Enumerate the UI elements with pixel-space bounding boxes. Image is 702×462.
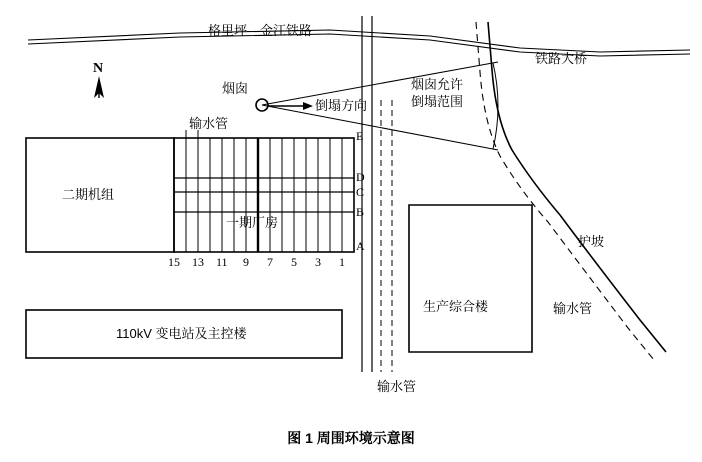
allowed-fall-range-label-line1: 烟囱允许 <box>411 77 464 92</box>
north-label: N <box>93 61 104 76</box>
axis-letter-e: E <box>356 129 364 143</box>
axis-letter-c: C <box>356 185 365 199</box>
phase-two-unit-label: 二期机组 <box>62 187 115 202</box>
water-pipe-right-label: 输水管 <box>553 301 593 316</box>
column-number-9: 9 <box>243 255 249 269</box>
allowed-fall-range-label-line2: 倒塌范围 <box>411 94 464 109</box>
column-number-15: 15 <box>168 255 180 269</box>
slope-protection-label: 护坡 <box>578 234 605 249</box>
north-arrow-icon <box>94 76 104 98</box>
column-number-13: 13 <box>192 255 204 269</box>
figure-caption: 图 1 周围环境示意图 <box>287 430 415 446</box>
axis-letter-d: D <box>356 170 365 184</box>
column-number-1: 1 <box>339 255 345 269</box>
water-pipe-top-label: 输水管 <box>189 116 229 131</box>
phase-one-plant-label: 一期厂房 <box>226 215 279 230</box>
production-building <box>409 205 532 352</box>
axis-letter-a: A <box>356 239 365 253</box>
substation-label: 110kV 变电站及主控楼 <box>116 326 247 341</box>
water-pipe-bottom-label: 输水管 <box>377 379 417 394</box>
phase-one-plant-building <box>174 138 354 252</box>
railway-line <box>28 30 690 56</box>
column-number-11: 11 <box>216 255 228 269</box>
fall-direction-arrow <box>268 102 313 110</box>
vertical-water-pipe <box>381 100 392 372</box>
railway-label: 格里坪—金江铁路 <box>208 23 313 38</box>
column-number-5: 5 <box>291 255 297 269</box>
column-number-3: 3 <box>315 255 321 269</box>
production-building-label: 生产综合楼 <box>423 299 489 314</box>
fall-direction-label: 倒塌方向 <box>315 98 368 113</box>
railway-bridge-label: 铁路大桥 <box>535 51 588 66</box>
water-pipe-top <box>180 130 354 138</box>
column-number-7: 7 <box>267 255 273 269</box>
axis-letter-b: B <box>356 205 365 219</box>
chimney-label: 烟囱 <box>222 81 249 96</box>
